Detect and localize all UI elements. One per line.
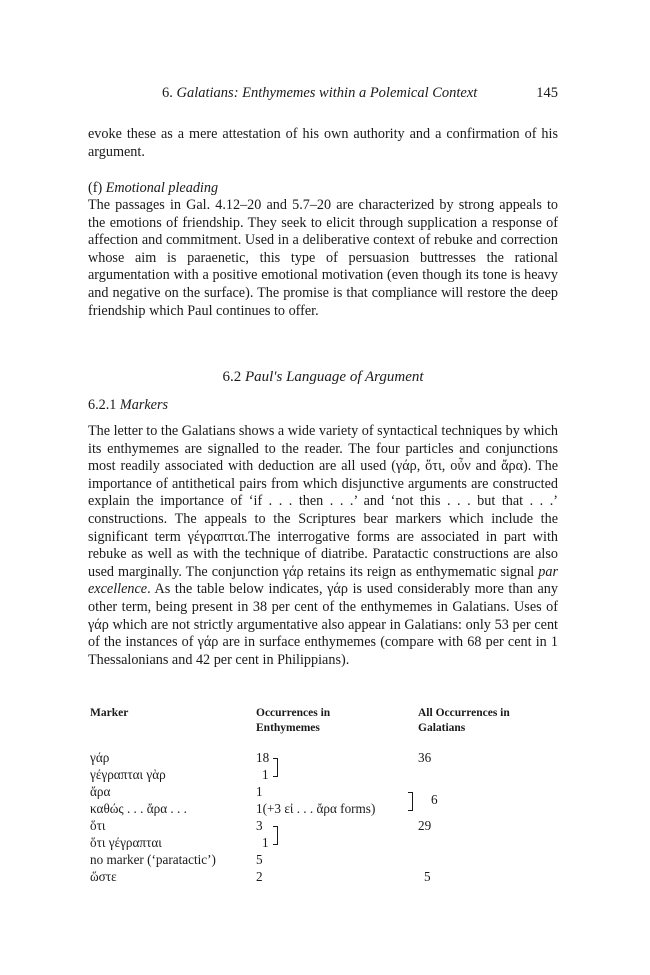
enthymeme-count-cell: 1: [256, 784, 263, 799]
marker-cell: no marker (‘paratactic’): [90, 852, 216, 867]
subheading-title: Emotional pleading: [105, 180, 219, 196]
table-header-enthymemes: Occurrences in Enthymemes: [256, 707, 331, 734]
bracket-hoti: [273, 826, 278, 845]
paragraph-markers-part1: The letter to the Galatians shows a wide variety of syntactical techniques by which its enthymemes are signalled to the reader. The four particles and conjunctions most readily associated with deduction are all used (γάρ, ὅτι, οὖν and ἄρα). The importance of antithetical pairs from which disjunctive arguments are constructed explain the importance of ‘if . . . then . . .’ and ‘not this . . . but that . . .’ constructions. The appeals to the Scriptures bear markers which include the significant term γέγραπται.The interrogative forms are associated in part with rebuke as well as with the technique of diatribe. Paratactic constructions are also used marginally. The conjunction γάρ retains its reign as enthymematic signal: [88, 423, 559, 580]
marker-cell: ὅτι: [90, 818, 106, 833]
enthymeme-count-cell: 18: [256, 750, 270, 765]
paragraph-markers-emphasis: par excellence: [88, 563, 558, 598]
marker-cell: γάρ: [90, 750, 110, 765]
table-row: [88, 784, 558, 807]
all-count-cell: 29: [418, 818, 432, 833]
paragraph-continuation: evoke these as a mere attestation of his own authority and a confirmation of his argument.: [88, 126, 558, 160]
page-number: 145: [536, 85, 558, 101]
enthymeme-count-cell: 5: [256, 852, 263, 867]
subheading-label: (f): [88, 180, 103, 196]
marker-cell: καθώς . . . ἄρα . . .: [90, 801, 187, 816]
table-row: [88, 750, 558, 767]
table-row: [88, 835, 558, 852]
subheading-emotional-pleading: [88, 180, 218, 197]
subsection-title: Markers: [119, 397, 168, 413]
marker-cell: γέγραπται γὰρ: [90, 767, 166, 782]
all-count-cell: 36: [418, 750, 432, 765]
running-head: [88, 85, 558, 105]
bracket-ara: [408, 792, 413, 811]
all-count-cell: 6: [431, 792, 438, 807]
running-head-title: [162, 85, 477, 102]
table-row: [88, 767, 558, 784]
subsection-number: 6.2.1: [88, 397, 117, 413]
table-row: [88, 801, 558, 818]
table-row: [88, 818, 558, 835]
chapter-title: Galatians: Enthymemes within a Polemical Context: [176, 85, 478, 101]
marker-cell: ἄρα: [90, 784, 111, 799]
bracket-gar: [273, 758, 278, 777]
table-header-all: All Occurrences in Galatians: [418, 707, 510, 734]
paragraph-markers: [88, 423, 558, 669]
enthymeme-count-cell: 1(+3 εἰ . . . ἄρα forms): [256, 801, 376, 816]
section-title: Paul's Language of Argument: [244, 369, 424, 385]
table-row: [88, 869, 558, 886]
paragraph-markers-part2: . As the table below indicates, γάρ is used considerably more than any other term, being present in 38 per cent of the enthymemes in Galatians. Uses of γάρ which are not strictly argumentative also appear in Galatians: only 53 per cent of the instances of γάρ are in surface enthymemes (compare with 68 per cent in 1 Thessalonians and 42 per cent in Philippians).: [88, 581, 558, 668]
marker-cell: ὅτι γέγραπται: [90, 835, 162, 850]
paragraph-emotional-pleading: The passages in Gal. 4.12–20 and 5.7–20 are characterized by strong appeals to the emotions of friendship. They seek to elicit through supplication a response of affection and commitment. Used in a deliberative context of rebuke and correction whose aim is paraenetic, this type of persuasion buttresses the rational argumentation with a positive emotional motivation (even though its tone is heavy and negative on the surface). The promise is that compliance will restore the deep friendship which Paul continues to offer.: [88, 197, 558, 319]
table-header-marker: Marker: [90, 707, 129, 719]
enthymeme-count-cell: 1: [262, 767, 269, 782]
enthymeme-count-cell: 2: [256, 869, 263, 884]
enthymeme-count-cell: 1: [262, 835, 269, 850]
enthymeme-count-cell: 3: [256, 818, 263, 833]
chapter-number: 6.: [162, 85, 173, 101]
table-row: [88, 852, 558, 869]
section-number: 6.2: [222, 369, 242, 385]
section-heading: [88, 369, 558, 386]
subsection-heading: [88, 397, 168, 414]
marker-cell: ὥστε: [90, 869, 117, 884]
all-count-cell: 5: [424, 869, 431, 884]
